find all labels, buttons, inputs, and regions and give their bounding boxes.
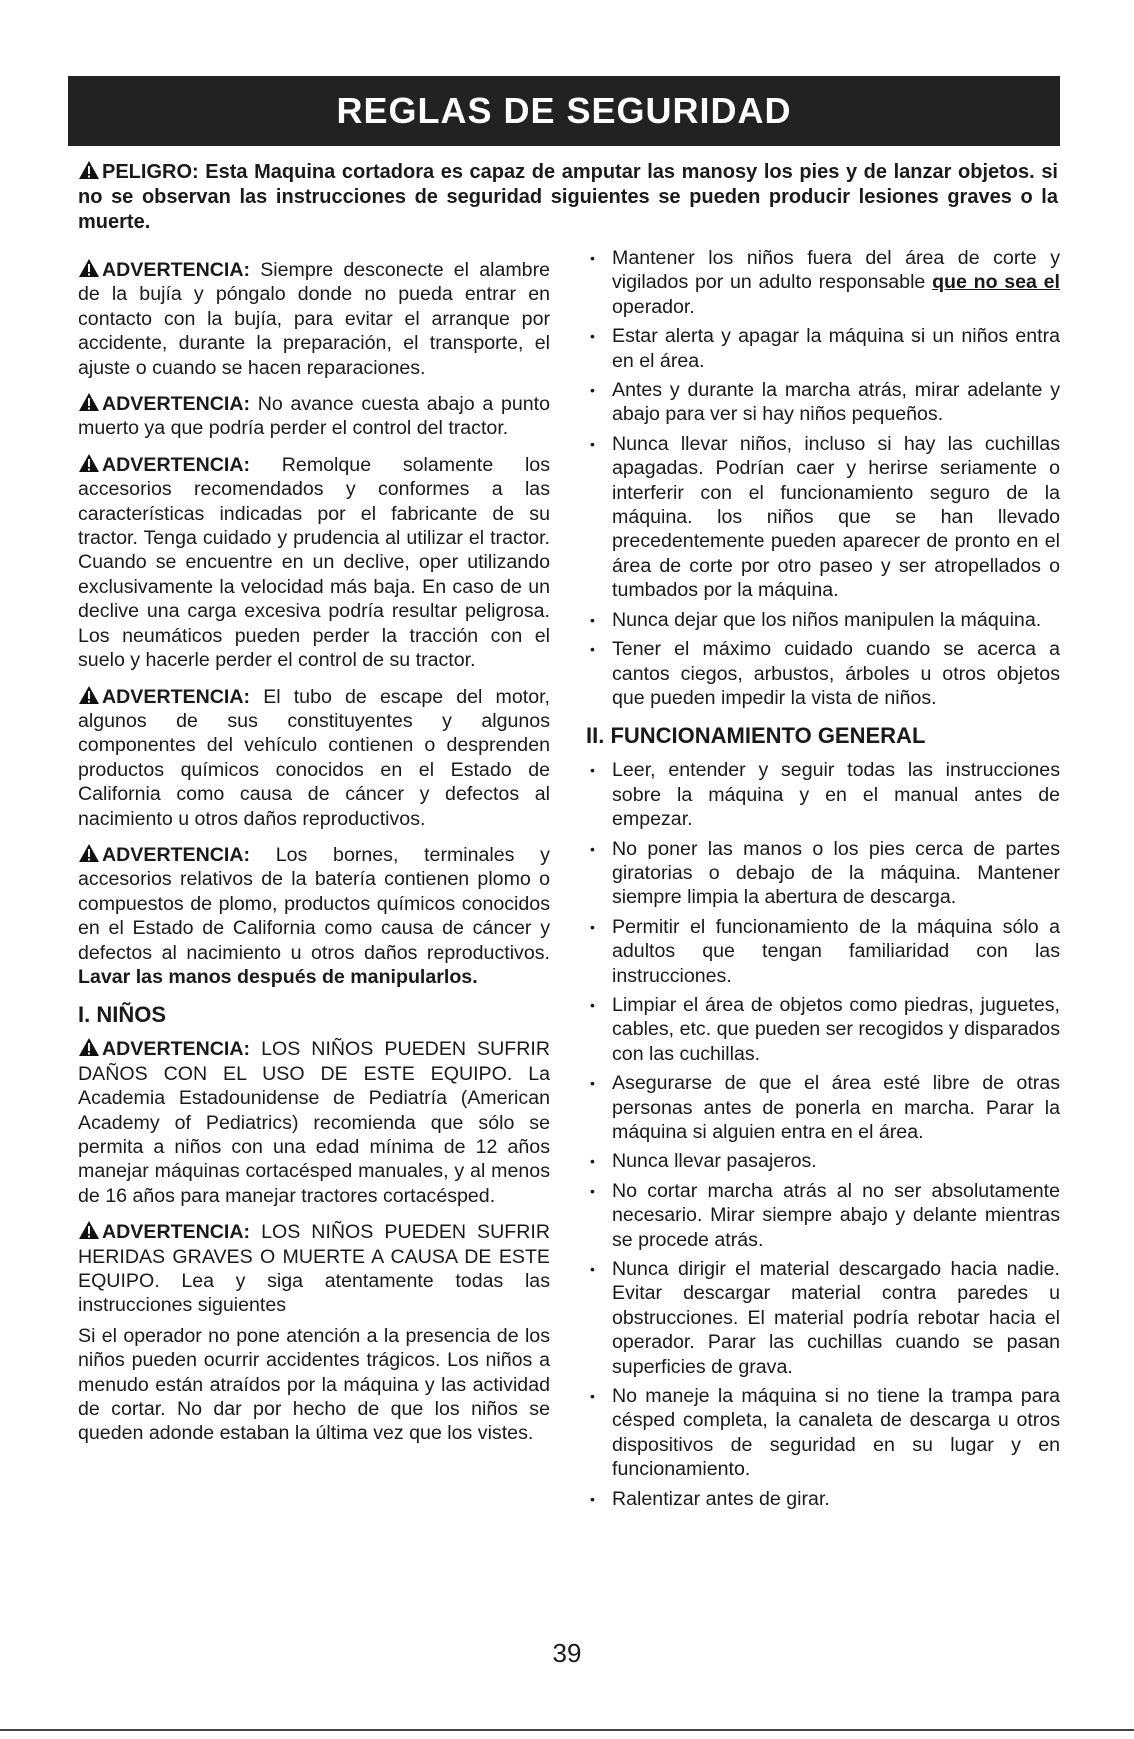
list-item: • Nunca dirigir el material descargado hacia nadie. Evitar descargar material contra paredes u obstrucciones. El material podría rebotar hacia el operador. Parar las cuchillas cuando se pasan superficies de grava.: [586, 1257, 1060, 1379]
warning-neutral: [78, 392, 550, 441]
warning-disconnect: [78, 258, 550, 380]
danger-intro: [78, 160, 1058, 235]
warning-label: ADVERTENCIA:: [102, 843, 251, 866]
warning-icon: [78, 1220, 100, 1240]
warning-text: LOS NIÑOS PUEDEN SUFRIR DAÑOS CON EL USO DE ESTE EQUIPO. La Academia Estadounidense de Pediatría (American Academy of Pediatrics) recomienda que sólo se permita a niños con una edad mínima de 12 años manejar máquinas cortacésped manuales, y al menos de 16 años para manejar tractores cortacésped.: [78, 1038, 550, 1207]
page-number: 39: [552, 1638, 582, 1668]
list-item: • Nunca dejar que los niños manipulen la máquina.: [586, 608, 1060, 632]
list-item: • Estar alerta y apagar la máquina si un niños entra en el área.: [586, 324, 1060, 373]
list-item: • No cortar marcha atrás al no ser absolutamente necesario. Mirar siempre abajo y delante mientras se procede atrás.: [586, 1179, 1060, 1252]
bottom-divider: [0, 1729, 1134, 1731]
warning-text: Los bornes, terminales y accesorios relativos de la batería contienen plomo o compuestos de plomo, productos químicos conocidos en el Estado de California como causa de cáncer y defectos al nacimiento u otros daños reproductivos.: [78, 843, 550, 964]
warning-towing: [78, 453, 550, 673]
warning-children-age: [78, 1037, 550, 1208]
warning-text: Remolque solamente los accesorios recomendados y conformes a las características indicadas por el fabricante de su tractor. Tenga cuidado y prudencia al utilizar el tractor. Cuando se encuentre en un declive, oper utilizando exclusivamente la velocidad más baja. En caso de un declive una carga excesiva podría resultar peligrosa. Los neumáticos pueden perder la tracción con el suelo y hacerle perder el control de su tractor.: [78, 453, 550, 672]
warning-icon: [78, 1037, 100, 1057]
warning-icon: [78, 453, 100, 473]
list-item: • Antes y durante la marcha atrás, mirar adelante y abajo para ver si hay niños pequeños.: [586, 378, 1060, 427]
list-item: • Permitir el funcionamiento de la máquina sólo a adultos que tengan familiaridad con las instrucciones.: [586, 915, 1060, 988]
list-item: • Ralentizar antes de girar.: [586, 1487, 1060, 1511]
warning-icon: [78, 843, 100, 863]
list-item: • Leer, entender y seguir todas las instrucciones sobre la máquina y en el manual antes de empezar.: [586, 758, 1060, 831]
page-title: REGLAS DE SEGURIDAD: [336, 90, 792, 131]
warning-label: ADVERTENCIA:: [102, 393, 251, 416]
left-column: [78, 258, 550, 1458]
list-item: • Mantener los niños fuera del área de corte y vigilados por un adulto responsable que no sea el operador.: [586, 246, 1060, 319]
general-bullet-list: [586, 758, 1060, 1511]
warning-children-injury: [78, 1220, 550, 1318]
list-item: • No poner las manos o los pies cerca de partes giratorias o debajo de la máquina. Mantener siempre limpia la abertura de descarga.: [586, 837, 1060, 910]
warning-text: LOS NIÑOS PUEDEN SUFRIR HERIDAS GRAVES O MUERTE A CAUSA DE ESTE EQUIPO. Lea y siga atentamente todas las instrucciones siguientes: [78, 1221, 550, 1317]
warning-label: ADVERTENCIA:: [102, 1221, 251, 1244]
warning-label: ADVERTENCIA:: [102, 1038, 251, 1061]
list-item: • Tener el máximo cuidado cuando se acerca a cantos ciegos, arbustos, árboles u otros objetos que pueden impedir la vista de niños.: [586, 637, 1060, 710]
list-item: • Nunca llevar pasajeros.: [586, 1149, 1060, 1173]
children-attention-paragraph: Si el operador no pone atención a la presencia de los niños pueden ocurrir accidentes trágicos. Los niños a menudo están atraídos por la máquina y las actividad de cortar. No dar por hecho de que los niños se queden adonde estaban la última vez que los vistes.: [78, 1324, 550, 1445]
danger-text: PELIGRO: Esta Maquina cortadora es capaz de amputar las manosy los pies y de lanzar objetos. si no se observan las instrucciones de seguridad siguientes se pueden producir lesiones graves o la muerte.: [78, 161, 1058, 233]
list-item: • Asegurarse de que el área esté libre de otras personas antes de ponerla en marcha. Parar la máquina si alguien entra en el área.: [586, 1071, 1060, 1144]
children-bullet-list: [586, 246, 1060, 710]
warning-label: ADVERTENCIA:: [102, 685, 251, 708]
warning-icon: [78, 685, 100, 705]
list-item: • Limpiar el área de objetos como piedras, juguetes, cables, etc. que pueden ser recogidos y disparados con las cuchillas.: [586, 993, 1060, 1066]
warning-icon: [78, 258, 100, 278]
underlined-text: que no sea el: [932, 271, 1060, 294]
warning-exhaust: [78, 685, 550, 831]
wash-hands-note: Lavar las manos después de manipularlos.: [78, 965, 478, 988]
right-column: [586, 246, 1060, 1523]
list-item: • No maneje la máquina si no tiene la trampa para césped completa, la canaleta de descarga u otros dispositivos de seguridad en su lugar y en funcionamiento.: [586, 1384, 1060, 1482]
warning-text: No avance cuesta abajo a punto muerto ya que podría perder el control del tractor.: [78, 393, 550, 440]
warning-battery: [78, 843, 550, 989]
section-heading-general: II. FUNCIONAMIENTO GENERAL: [586, 723, 926, 749]
warning-text: Siempre desconecte el alambre de la bujía y póngalo donde no pueda entrar en contacto con la bujía, para evitar el arranque por accidente, durante la preparación, el transporte, el ajuste o cuando se hacen reparaciones.: [78, 259, 550, 379]
warning-icon: [78, 160, 100, 180]
warning-text: El tubo de escape del motor, algunos de sus constituyentes y algunos componentes del vehículo contienen o desprenden productos químicos conocidos en el Estado de California como causa de cáncer y defectos al nacimiento u otros daños reproductivos.: [78, 685, 550, 830]
warning-label: ADVERTENCIA:: [102, 453, 251, 476]
warning-label: ADVERTENCIA:: [102, 259, 251, 281]
warning-icon: [78, 392, 100, 412]
section-heading-children: I. NIÑOS: [78, 1002, 167, 1028]
list-item: • Nunca llevar niños, incluso si hay las cuchillas apagadas. Podrían caer y herirse seriamente o interferir con el funcionamiento seguro de la máquina. los niños que se han llevado precedentemente pueden aparecer de pronto en el área de corte por otro paseo y ser atropellados o tumbados por la máquina.: [586, 432, 1060, 603]
title-banner: [68, 76, 1060, 146]
